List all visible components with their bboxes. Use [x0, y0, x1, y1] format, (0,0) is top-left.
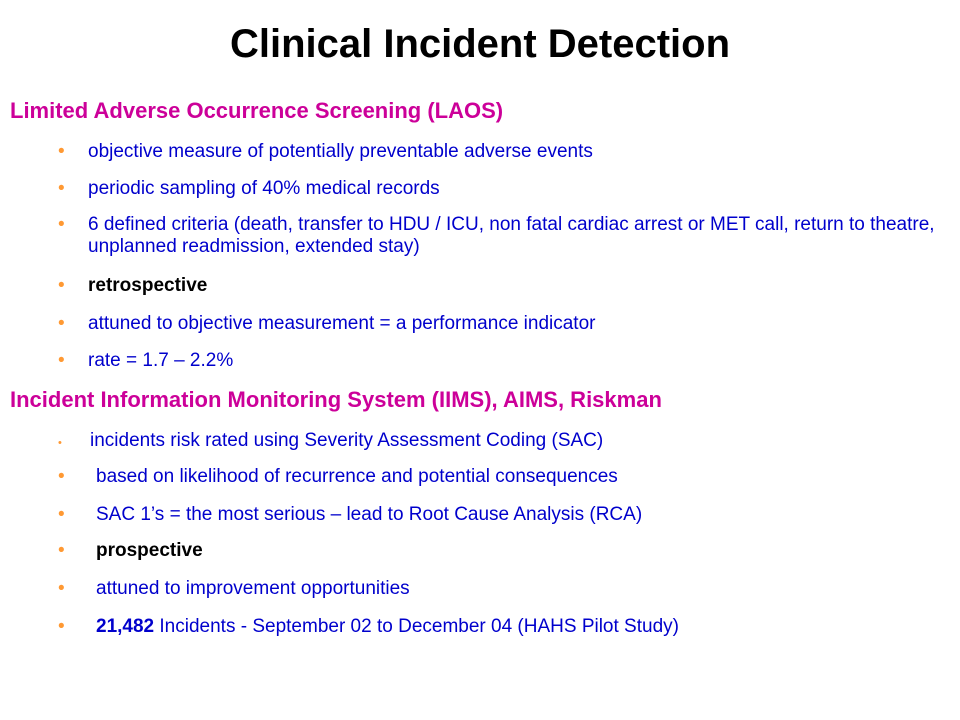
bullet-dot-icon: •: [58, 466, 65, 487]
incident-description: Incidents - September 02 to December 04 (HAHS Pilot Study): [154, 616, 679, 637]
bullet-dot-icon: •: [58, 313, 65, 334]
bullet-text: periodic sampling of 40% medical records: [88, 178, 440, 199]
bullet-dot-icon: •: [58, 540, 65, 561]
bullet-text: attuned to objective measurement = a performance indicator: [88, 313, 596, 334]
section-heading-iims: Incident Information Monitoring System (IIMS), AIMS, Riskman: [10, 387, 662, 412]
bullet-text: objective measure of potentially preventable adverse events: [88, 141, 593, 162]
bullet-text: based on likelihood of recurrence and potential consequences: [96, 466, 618, 487]
bullet-text-emphasis: retrospective: [88, 275, 208, 296]
section-heading-laos: Limited Adverse Occurrence Screening (LAOS): [10, 98, 504, 123]
bullet-dot-icon: •: [58, 504, 65, 525]
bullet-text: rate = 1.7 – 2.2%: [88, 350, 234, 371]
incident-count: 21,482: [96, 616, 155, 637]
bullet-text: [96, 616, 679, 638]
slide-title: Clinical Incident Detection: [229, 22, 731, 66]
bullet-text: SAC 1’s = the most serious – lead to Root Cause Analysis (RCA): [96, 504, 643, 525]
bullet-dot-icon: •: [58, 178, 65, 199]
bullet-text: 6 defined criteria (death, transfer to HDU / ICU, non fatal cardiac arrest or MET call, return to theatre, unplanned readmission, extended stay): [88, 214, 935, 257]
bullet-dot-icon: •: [58, 616, 65, 637]
bullet-dot-icon: •: [58, 350, 65, 371]
bullet-dot-icon: •: [58, 437, 62, 449]
bullet-dot-icon: •: [58, 141, 65, 162]
bullet-dot-icon: •: [58, 578, 65, 599]
bullet-dot-icon: •: [58, 214, 65, 235]
bullet-dot-icon: •: [58, 275, 65, 296]
bullet-text: incidents risk rated using Severity Assessment Coding (SAC): [90, 430, 604, 451]
bullet-text: attuned to improvement opportunities: [96, 578, 410, 599]
bullet-item: [58, 214, 938, 258]
bullet-text-emphasis: prospective: [96, 540, 203, 561]
